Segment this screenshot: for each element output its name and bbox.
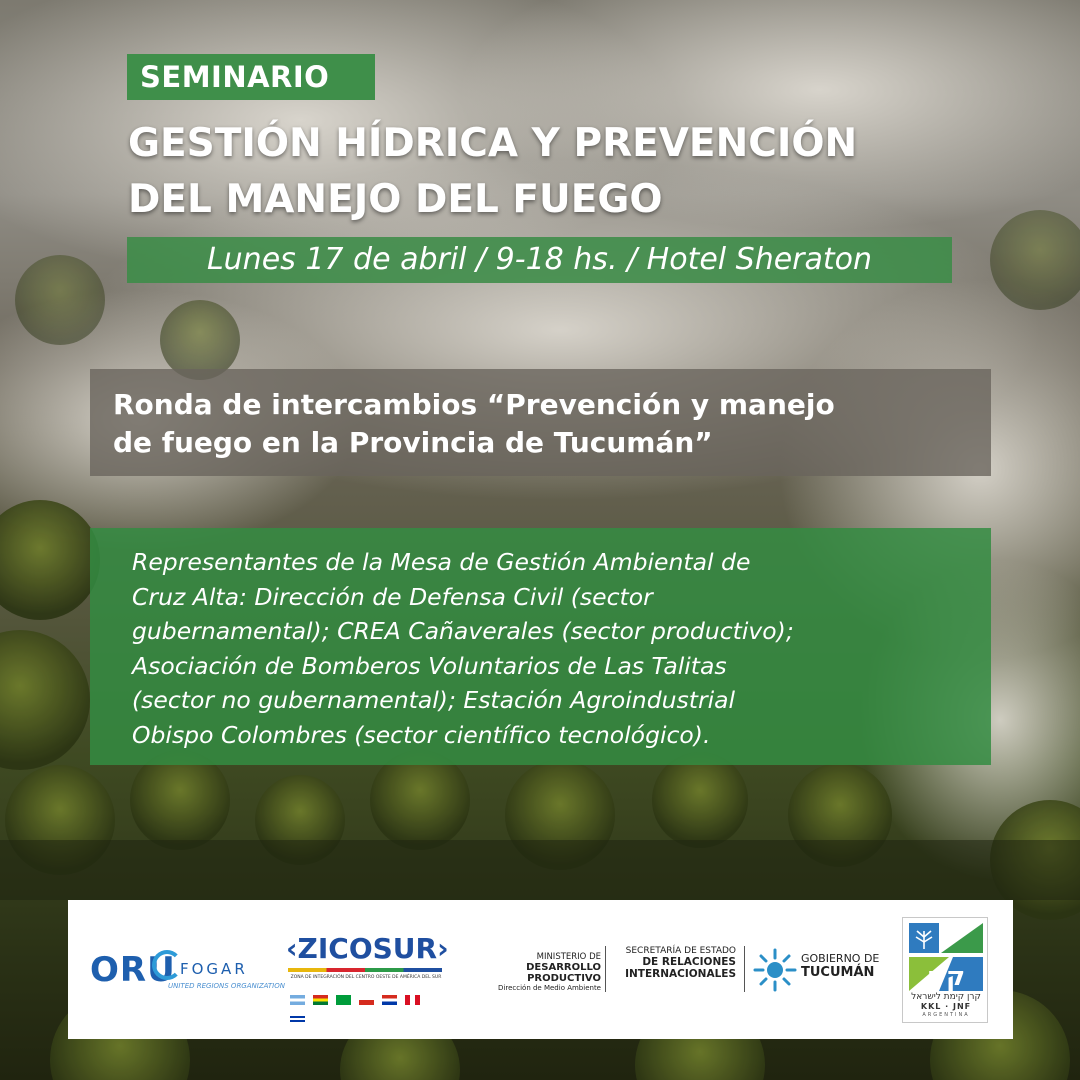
kkl-latin-text: KKL · JNF [920,1002,972,1011]
fogar-wordmark: FOGAR [180,960,248,978]
participants-line: Representantes de la Mesa de Gestión Ambiental de [132,548,751,576]
oru-wordmark: ORU [90,950,176,990]
oru-ring-icon [152,950,182,980]
ministerio-line: DESARROLLO PRODUCTIVO [526,962,601,984]
ministerio-logo [466,952,601,992]
sponsor-logo-bar [68,900,1013,1039]
kkl-jnf-logo [902,917,988,1023]
participants-line: (sector no gubernamental); Estación Agroindustrial [132,686,736,714]
zicosur-color-bar [288,968,442,972]
argentina-flag-icon [290,995,305,1005]
seminar-tag: SEMINARIO [127,54,375,100]
participants-line: Asociación de Bomberos Voluntarios de Las Talitas [132,651,727,680]
secretaria-line: SECRETARÍA DE ESTADO [625,946,736,956]
country-flags [290,990,446,1002]
bolivia-flag-icon [313,995,328,1005]
kkl-tree-mark-icon [909,923,983,991]
zicosur-wordmark: ‹ZICOSUR› [286,932,449,965]
zicosur-subtitle: ZONA DE INTEGRACIÓN DEL CENTRO OESTE DE AMÉRICA DEL SUR [290,975,442,980]
kkl-hebrew-text: קרן קימת לישראל [911,992,981,1002]
zicosur-name: ZICOSUR [297,932,438,965]
participants-line: Cruz Alta: Dirección de Defensa Civil (sector [132,582,653,611]
date-location-bar: Lunes 17 de abril / 9-18 hs. / Hotel Sheraton [127,237,952,283]
seminar-title [128,116,1028,228]
chile-flag-icon [359,995,374,1005]
exchange-round-box [90,369,991,476]
title-line: DEL MANEJO DEL FUEGO [128,177,663,222]
exchange-line: Ronda de intercambios “Prevención y manejo [113,388,835,421]
title-line: GESTIÓN HÍDRICA Y PREVENCIÓN [128,121,858,166]
gobierno-sun-icon [753,948,797,992]
oru-fogar-logo [90,944,285,994]
oru-subtitle: UNITED REGIONS ORGANIZATION [168,982,285,990]
secretaria-logo [611,946,736,980]
secretaria-line: DE RELACIONES [642,956,736,968]
ministerio-line: MINISTERIO DE [536,952,601,962]
participants-box [90,528,991,765]
zicosur-logo [286,932,449,1014]
brazil-flag-icon [336,995,351,1005]
gobierno-line: TUCUMÁN [801,965,875,980]
participants-line: Obispo Colombres (sector científico tecnológico). [132,720,711,749]
gobierno-tucuman-logo [801,952,879,980]
peru-flag-icon [405,995,420,1005]
gobierno-line: GOBIERNO DE [801,952,880,965]
uruguay-flag-icon [290,1014,305,1024]
secretaria-line: INTERNACIONALES [625,968,736,980]
logo-divider [605,946,606,992]
svg-text:קק: קק [926,962,966,991]
kkl-country-text: ARGENTINA [922,1012,970,1018]
ministerio-line: Dirección de Medio Ambiente [498,984,601,992]
logo-divider [744,946,745,992]
participants-line: gubernamental); CREA Cañaverales (sector productivo); [132,617,794,645]
exchange-line: de fuego en la Provincia de Tucumán” [113,426,713,459]
paraguay-flag-icon [382,995,397,1005]
